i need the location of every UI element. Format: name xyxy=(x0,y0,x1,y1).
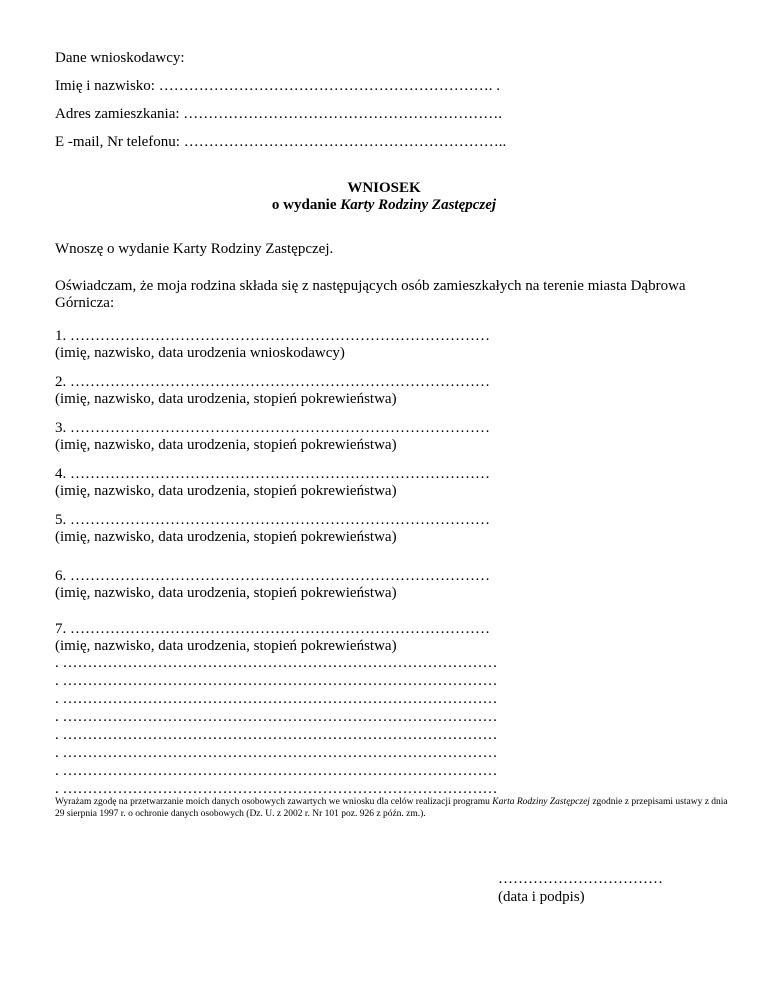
extra-fill-line: . …………………………………………………………………………… xyxy=(55,745,498,761)
applicant-contact-field: E -mail, Nr telefonu: ……………………………………………………….. xyxy=(55,134,507,150)
family-entry-7 xyxy=(55,621,490,655)
applicant-name-field: Imię i nazwisko: …………………………………………………………. . xyxy=(55,78,500,94)
family-entry-6 xyxy=(55,568,490,602)
entry-fill-line: 7. ………………………………………………………………………… xyxy=(55,621,490,637)
extra-fill-line: . …………………………………………………………………………… xyxy=(55,691,498,707)
entry-fill-line: 3. ………………………………………………………………………… xyxy=(55,420,490,436)
extra-fill-line: . …………………………………………………………………………… xyxy=(55,709,498,725)
family-entry-5 xyxy=(55,512,490,546)
declaration-text: Oświadczam, że moja rodzina składa się z następujących osób zamieszkałych na terenie miasta Dąbrowa Górnicza: xyxy=(55,278,686,311)
extra-fill-line: . …………………………………………………………………………… xyxy=(55,763,498,779)
entry-caption: (imię, nazwisko, data urodzenia wnioskodawcy) xyxy=(55,345,345,361)
entry-caption: (imię, nazwisko, data urodzenia, stopień pokrewieństwa) xyxy=(55,585,397,601)
entry-caption: (imię, nazwisko, data urodzenia, stopień pokrewieństwa) xyxy=(55,391,397,407)
extra-fill-line: . …………………………………………………………………………… xyxy=(55,727,498,743)
entry-fill-line: 5. ………………………………………………………………………… xyxy=(55,512,490,528)
entry-caption: (imię, nazwisko, data urodzenia, stopień pokrewieństwa) xyxy=(55,638,397,654)
signature-label: (data i podpis) xyxy=(498,889,585,905)
extra-fill-line: . …………………………………………………………………………… xyxy=(55,781,498,797)
entry-fill-line: 2. ………………………………………………………………………… xyxy=(55,374,490,390)
consent-text-end: zgodnie z przepisami ustawy z dnia 29 sierpnia 1997 r. o ochronie danych osobowych (Dz. U. z 2002 r. Nr 101 poz. 926 z późn. zm.). xyxy=(55,797,728,819)
extra-fill-line: . …………………………………………………………………………… xyxy=(55,655,498,671)
document-subtitle xyxy=(0,197,768,214)
entry-caption: (imię, nazwisko, data urodzenia, stopień pokrewieństwa) xyxy=(55,529,397,545)
signature-fill-line: …………………………… xyxy=(498,871,663,887)
extra-fill-line: . …………………………………………………………………………… xyxy=(55,673,498,689)
applicant-address-field: Adres zamieszkania: ………………………………………………………. xyxy=(55,106,503,122)
family-entry-1 xyxy=(55,328,490,362)
data-processing-consent xyxy=(55,796,735,820)
subtitle-prefix: o wydanie xyxy=(271,197,341,213)
subtitle-program-name: Karty Rodziny Zastępczej xyxy=(340,197,497,213)
entry-caption: (imię, nazwisko, data urodzenia, stopień pokrewieństwa) xyxy=(55,437,397,453)
family-entry-3 xyxy=(55,420,490,454)
request-text: Wnoszę o wydanie Karty Rodziny Zastępczej. xyxy=(55,241,334,257)
entry-fill-line: 6. ………………………………………………………………………… xyxy=(55,568,490,584)
family-entry-2 xyxy=(55,374,490,408)
family-entry-4 xyxy=(55,466,490,500)
entry-caption: (imię, nazwisko, data urodzenia, stopień pokrewieństwa) xyxy=(55,483,397,499)
entry-fill-line: 1. ………………………………………………………………………… xyxy=(55,328,490,344)
consent-program-name: Karta Rodziny Zastępczej xyxy=(492,797,590,807)
applicant-header: Dane wnioskodawcy: xyxy=(55,50,185,66)
document-title: WNIOSEK xyxy=(347,180,421,196)
consent-text-start: Wyrażam zgodę na przetwarzanie moich danych osobowych zawartych we wniosku dla celów realizacji programu xyxy=(55,797,493,807)
entry-fill-line: 4. ………………………………………………………………………… xyxy=(55,466,490,482)
